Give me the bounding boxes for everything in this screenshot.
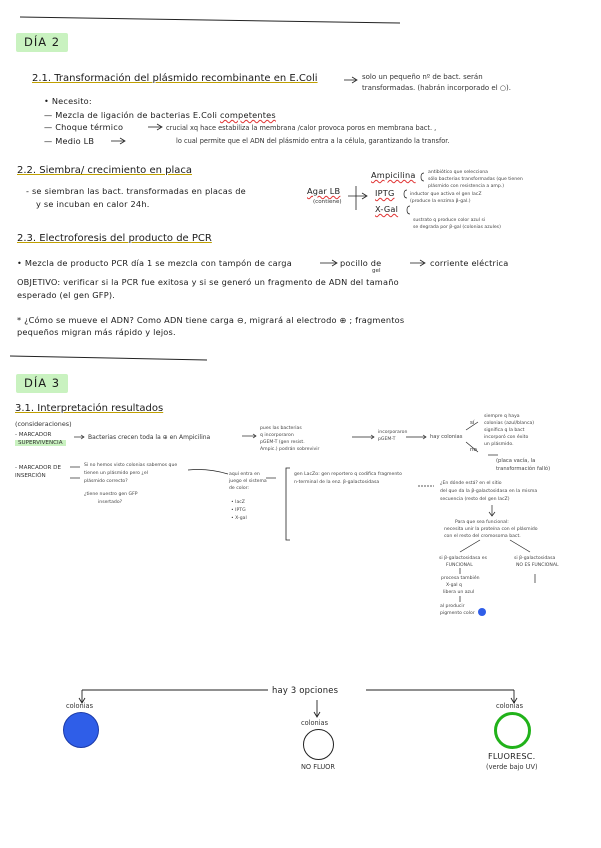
amp-note1: antibiótico que selecciona	[428, 170, 488, 175]
amp-note2: sólo bacterias transformadas (que tienen	[428, 177, 523, 182]
placa-1: (placa vacía, la	[496, 458, 536, 464]
necesito-label: • Necesito:	[44, 96, 92, 106]
bacterias-crecen: Bacterias crecen toda la ⊕ en Ampicilina	[88, 434, 211, 441]
pues-bacterias-1: pues las bacterias	[260, 426, 302, 431]
pues-bacterias-4: Ampic.) podrán sobrevivir	[260, 447, 320, 452]
func-6: al producir	[440, 604, 465, 609]
marcador-ins-2: INSERCIÓN	[15, 473, 46, 479]
siempre-5: un plásmido.	[484, 442, 514, 447]
nofunc-2: NO ES FUNCIONAL	[516, 563, 559, 568]
ampicilina-label: Ampicilina	[371, 170, 416, 180]
option3-note2: (verde bajo UV)	[486, 763, 538, 771]
pues-bacterias-3: pGEM-T (gen resist.	[260, 440, 305, 445]
nofunc-1: si β-galactosidasa	[514, 556, 556, 561]
option3-note1: FLUORESC.	[488, 751, 536, 761]
xgal-note1: sustrato q produce color azul si	[413, 218, 486, 223]
donde-1: ¿En dónde está? en el sitio	[440, 481, 502, 486]
s23-objetivo2: esperado (el gen GFP).	[17, 290, 116, 300]
green-colony-icon	[494, 712, 531, 749]
section-2-2-heading: 2.2. Siembra/ crecimiento en placa	[17, 165, 193, 176]
func-1: si β-galactosidasa es	[439, 556, 487, 561]
para-1: Para que sea funcional:	[455, 520, 509, 525]
s23-line1: • Mezcla de producto PCR día 1 se mezcla con tampón de carga	[17, 258, 292, 268]
s22-line1: - se siembran las bact. transformadas en placas de	[26, 186, 246, 196]
s22-line2: y se incuban en calor 24h.	[36, 199, 150, 209]
xgal-label: X-Gal	[375, 204, 399, 214]
marcador-sup-2-text: SUPERVIVENCIA	[15, 440, 66, 446]
item3: — Medio LB	[44, 136, 95, 146]
amp-note3: plásmido con resistencia a amp.)	[428, 184, 505, 189]
gen-lacz-1: gen LacZα: gen reportero q codifica fragmento	[294, 472, 402, 477]
tiene-1: ¿tiene nuestro gen GFP	[84, 492, 138, 497]
func-4: X-gal q	[446, 583, 462, 588]
section-2-1-heading: 2.1. Transformación del plásmido recombinante en E.Coli	[32, 73, 318, 84]
marcador-ins-1: - MARCADOR DE	[15, 465, 62, 471]
option1-label: colonias	[66, 702, 94, 710]
si-label: sí	[470, 420, 475, 426]
aqui-3: de color:	[229, 486, 249, 491]
section-2-3-heading: 2.3. Electroforesis del producto de PCR	[17, 233, 212, 244]
item1-text: — Mezcla de ligación de bacterias E.Coli	[44, 110, 218, 120]
donde-3: secuencia (resto del gen lacZ)	[440, 497, 510, 502]
s21-aside-line1: solo un pequeño nº de bact. serán	[362, 73, 483, 81]
siempre-3: significa q la bact	[484, 428, 525, 433]
s23-pocillo: pocillo de	[340, 258, 382, 268]
item2-note1: crucial xq hace estabiliza la membrana /calor provoca poros en membrana bact. ,	[166, 124, 437, 132]
option2-note: NO FLUOR	[301, 763, 335, 771]
iptg-note2: (produce la enzima β-gal.)	[410, 199, 471, 204]
iptg-label: IPTG	[375, 188, 395, 198]
aqui-2: juego el sistema	[229, 479, 267, 484]
siempre-2: colonias (azul/blanca)	[484, 421, 535, 426]
xgal-note2: se degrada por β-gal (colonias azules)	[413, 225, 501, 230]
marcador-sup-1	[15, 432, 51, 438]
marcador-sup-1-text: - MARCADOR	[15, 432, 52, 438]
func-3: procesa también	[441, 576, 480, 581]
si-no-1: Si no hemos visto colonias sabemos que	[84, 463, 178, 468]
blue-colony-icon	[63, 712, 99, 748]
day2-title-block	[16, 31, 68, 50]
option2-label: colonias	[301, 719, 329, 727]
s23-corriente: corriente eléctrica	[430, 258, 509, 268]
gen-lacz-2: n-terminal de la enz. β-galactosidasa	[294, 480, 380, 485]
incorporaron-2: pGEM-T	[378, 437, 396, 442]
item2-note2: lo cual permite que el ADN del plásmido entra a la célula, garantizando la transfor.	[176, 137, 450, 145]
aqui-1: aquí entra en	[229, 472, 260, 477]
agar-contiene: (contiene)	[313, 199, 342, 205]
lacz-2: • IPTG	[231, 508, 246, 513]
day3-title-block	[16, 372, 68, 391]
donde-2: del que da la β-galactosidasa en la misma	[440, 489, 538, 494]
tiene-2: insertado?	[98, 500, 123, 505]
siempre-1: siempre q haya	[484, 414, 520, 419]
func-7: pigmento color	[440, 611, 475, 616]
para-2: necesita unir la proteína con el plásmido	[444, 527, 538, 532]
marcador-sup-2	[15, 440, 66, 446]
section-3-1-heading: 3.1. Interpretación resultados	[15, 403, 164, 414]
item2: — Choque térmico	[44, 122, 124, 132]
s23-question2: pequeños migran más rápido y lejos.	[17, 327, 176, 337]
placa-2: transformación falló)	[496, 466, 551, 472]
item1	[44, 110, 276, 120]
si-no-2: tienen un plásmido pero ¿el	[84, 471, 148, 476]
day2-title: DÍA 2	[16, 33, 68, 52]
blue-dot-icon	[478, 608, 486, 616]
s21-aside-line2: transformadas. (habrán incorporado el ○).	[362, 84, 511, 92]
func-5: libera un azul	[443, 590, 475, 595]
siempre-4: incorporó con éxito	[484, 435, 529, 440]
para-3: con el resto del cromosoma bact.	[444, 534, 521, 539]
hay-opciones: hay 3 opciones	[272, 685, 339, 695]
lacz-1: • lacZ	[231, 500, 245, 505]
hay-colonias: hay colonias	[430, 434, 463, 440]
s23-objetivo1: OBJETIVO: verificar si la PCR fue exitosa y si se generó un fragmento de ADN del tamaño	[17, 277, 399, 287]
option3-label: colonias	[496, 702, 524, 710]
white-colony-icon	[303, 729, 334, 760]
si-no-3: plásmido correcto?	[84, 479, 128, 484]
s23-gel: gel	[372, 268, 381, 274]
no-label: no	[470, 447, 477, 453]
item1-competentes: competentes	[219, 110, 276, 120]
pues-bacterias-2: q incorporaron	[260, 433, 294, 438]
s23-question1: * ¿Cómo se mueve el ADN? Como ADN tiene carga ⊖, migrará al electrodo ⊕ ; fragmentos	[17, 315, 405, 325]
day3-title: DÍA 3	[16, 374, 68, 393]
iptg-note1: inductor que activa el gen lacZ	[410, 192, 482, 197]
incorporaron-1: incorporaron	[378, 430, 408, 435]
consideraciones: (consideraciones)	[15, 420, 72, 428]
agar-lb: Agar LB	[307, 186, 341, 196]
lacz-3: • X-gal	[231, 516, 247, 521]
func-2: FUNCIONAL	[446, 563, 473, 568]
